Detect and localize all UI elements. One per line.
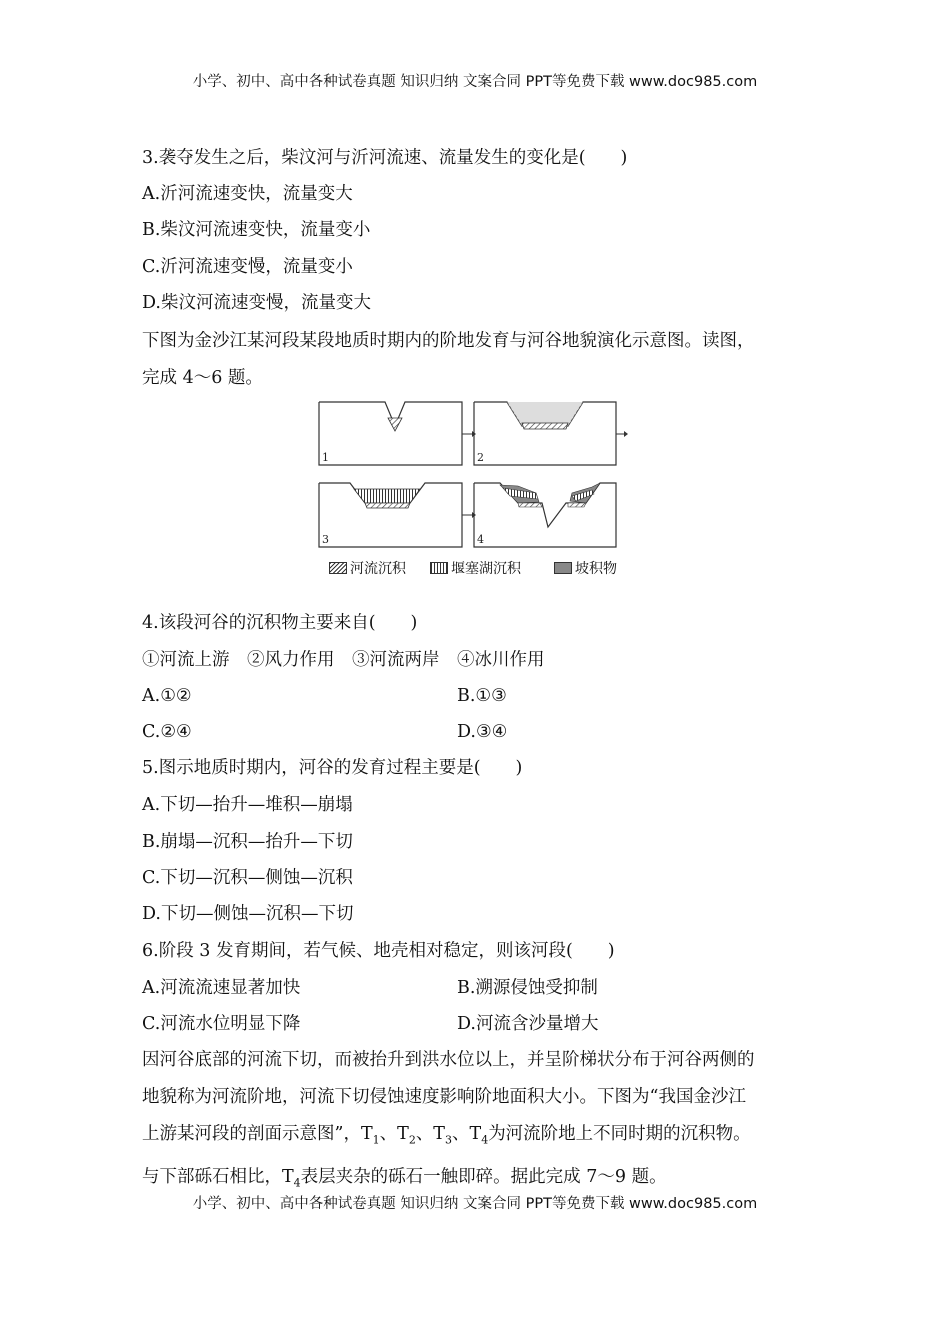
panel-1	[319, 402, 462, 465]
q3-stem: 3.袭夺发生之后，柴汶河与沂河流速、流量发生的变化是( )	[142, 148, 628, 168]
q5-stem: 5.图示地质时期内，河谷的发育过程主要是( )	[142, 758, 523, 778]
panel-3-label: 3	[322, 533, 329, 546]
q6-stem: 6.阶段 3 发育期间，若气候、地壳相对稳定，则该河段( )	[142, 941, 615, 961]
intro2-paragraph	[142, 1042, 814, 1201]
legend-river-deposit	[329, 558, 406, 578]
q6-option-c: C.河流水位明显下降	[142, 1014, 301, 1034]
panel-4	[474, 483, 616, 547]
q6-option-b: B.溯源侵蚀受抑制	[457, 978, 598, 998]
q5-option-d: D.下切—侧蚀—沉积—下切	[142, 904, 354, 924]
q6-option-d: D.河流含沙量增大	[457, 1014, 599, 1034]
q3-option-b: B.柴汶河流速变快，流量变小	[142, 220, 371, 240]
panel-4-label: 4	[477, 533, 484, 546]
q4-option-a: A.①②	[142, 686, 192, 706]
q4-option-b: B.①③	[457, 686, 507, 706]
page-header: 小学、初中、高中各种试卷真题 知识归纳 文案合同 PPT等免费下载 www.doc985.com	[192, 74, 758, 90]
legend-slope-deposit-label: 坡积物	[575, 561, 617, 577]
q4-option-d: D.③④	[457, 722, 508, 742]
q4-choices: ①河流上游 ②风力作用 ③河流两岸 ④冰川作用	[142, 650, 545, 670]
river-deposit-swatch	[329, 562, 347, 574]
panel-2	[474, 402, 616, 465]
page-footer: 小学、初中、高中各种试卷真题 知识归纳 文案合同 PPT等免费下载 www.doc985.com	[192, 1196, 758, 1212]
intro2-line3: 上游某河段的剖面示意图”，$T_1$、$T_2$、$T_3$、$T_4$为河流阶地上不同时期的沉积物。	[142, 1124, 751, 1147]
q3-option-c: C.沂河流速变慢，流量变小	[142, 257, 353, 277]
legend-lake-deposit	[430, 558, 521, 578]
q5-option-a: A.下切—抬升—堆积—崩塌	[142, 795, 353, 815]
q5-option-b: B.崩塌—沉积—抬升—下切	[142, 832, 353, 852]
q4-option-c: C.②④	[142, 722, 192, 742]
intro2-line1: 因河谷底部的河流下切，而被抬升到洪水位以上，并呈阶梯状分布于河谷两侧的	[142, 1050, 755, 1070]
lake-deposit-swatch	[430, 562, 448, 574]
legend-river-deposit-label: 河流沉积	[350, 561, 406, 577]
q6-option-a: A.河流流速显著加快	[142, 978, 301, 998]
slope-deposit-swatch	[554, 562, 572, 574]
q3-option-d: D.柴汶河流速变慢，流量变大	[142, 293, 371, 313]
panel-3	[319, 483, 462, 547]
intro1-line2: 完成 4～6 题。	[142, 368, 263, 388]
q5-option-c: C.下切—沉积—侧蚀—沉积	[142, 868, 353, 888]
intro2-line4: 与下部砾石相比，$T_4$表层夹杂的砾石一触即碎。据此完成 7～9 题。	[142, 1166, 667, 1189]
legend-slope-deposit	[554, 558, 617, 578]
panel-2-label: 2	[477, 451, 484, 464]
intro2-line2: 地貌称为河流阶地，河流下切侵蚀速度影响阶地面积大小。下图为“我国金沙江	[142, 1087, 746, 1107]
q4-stem: 4.该段河谷的沉积物主要来自( )	[142, 613, 418, 633]
panel-1-label: 1	[322, 451, 329, 464]
q3-option-a: A.沂河流速变快，流量变大	[142, 184, 353, 204]
intro1-line1: 下图为金沙江某河段某段地质时期内的阶地发育与河谷地貌演化示意图。读图，	[142, 331, 755, 351]
legend-lake-deposit-label: 堰塞湖沉积	[451, 561, 521, 577]
valley-evolution-figure	[310, 393, 640, 553]
